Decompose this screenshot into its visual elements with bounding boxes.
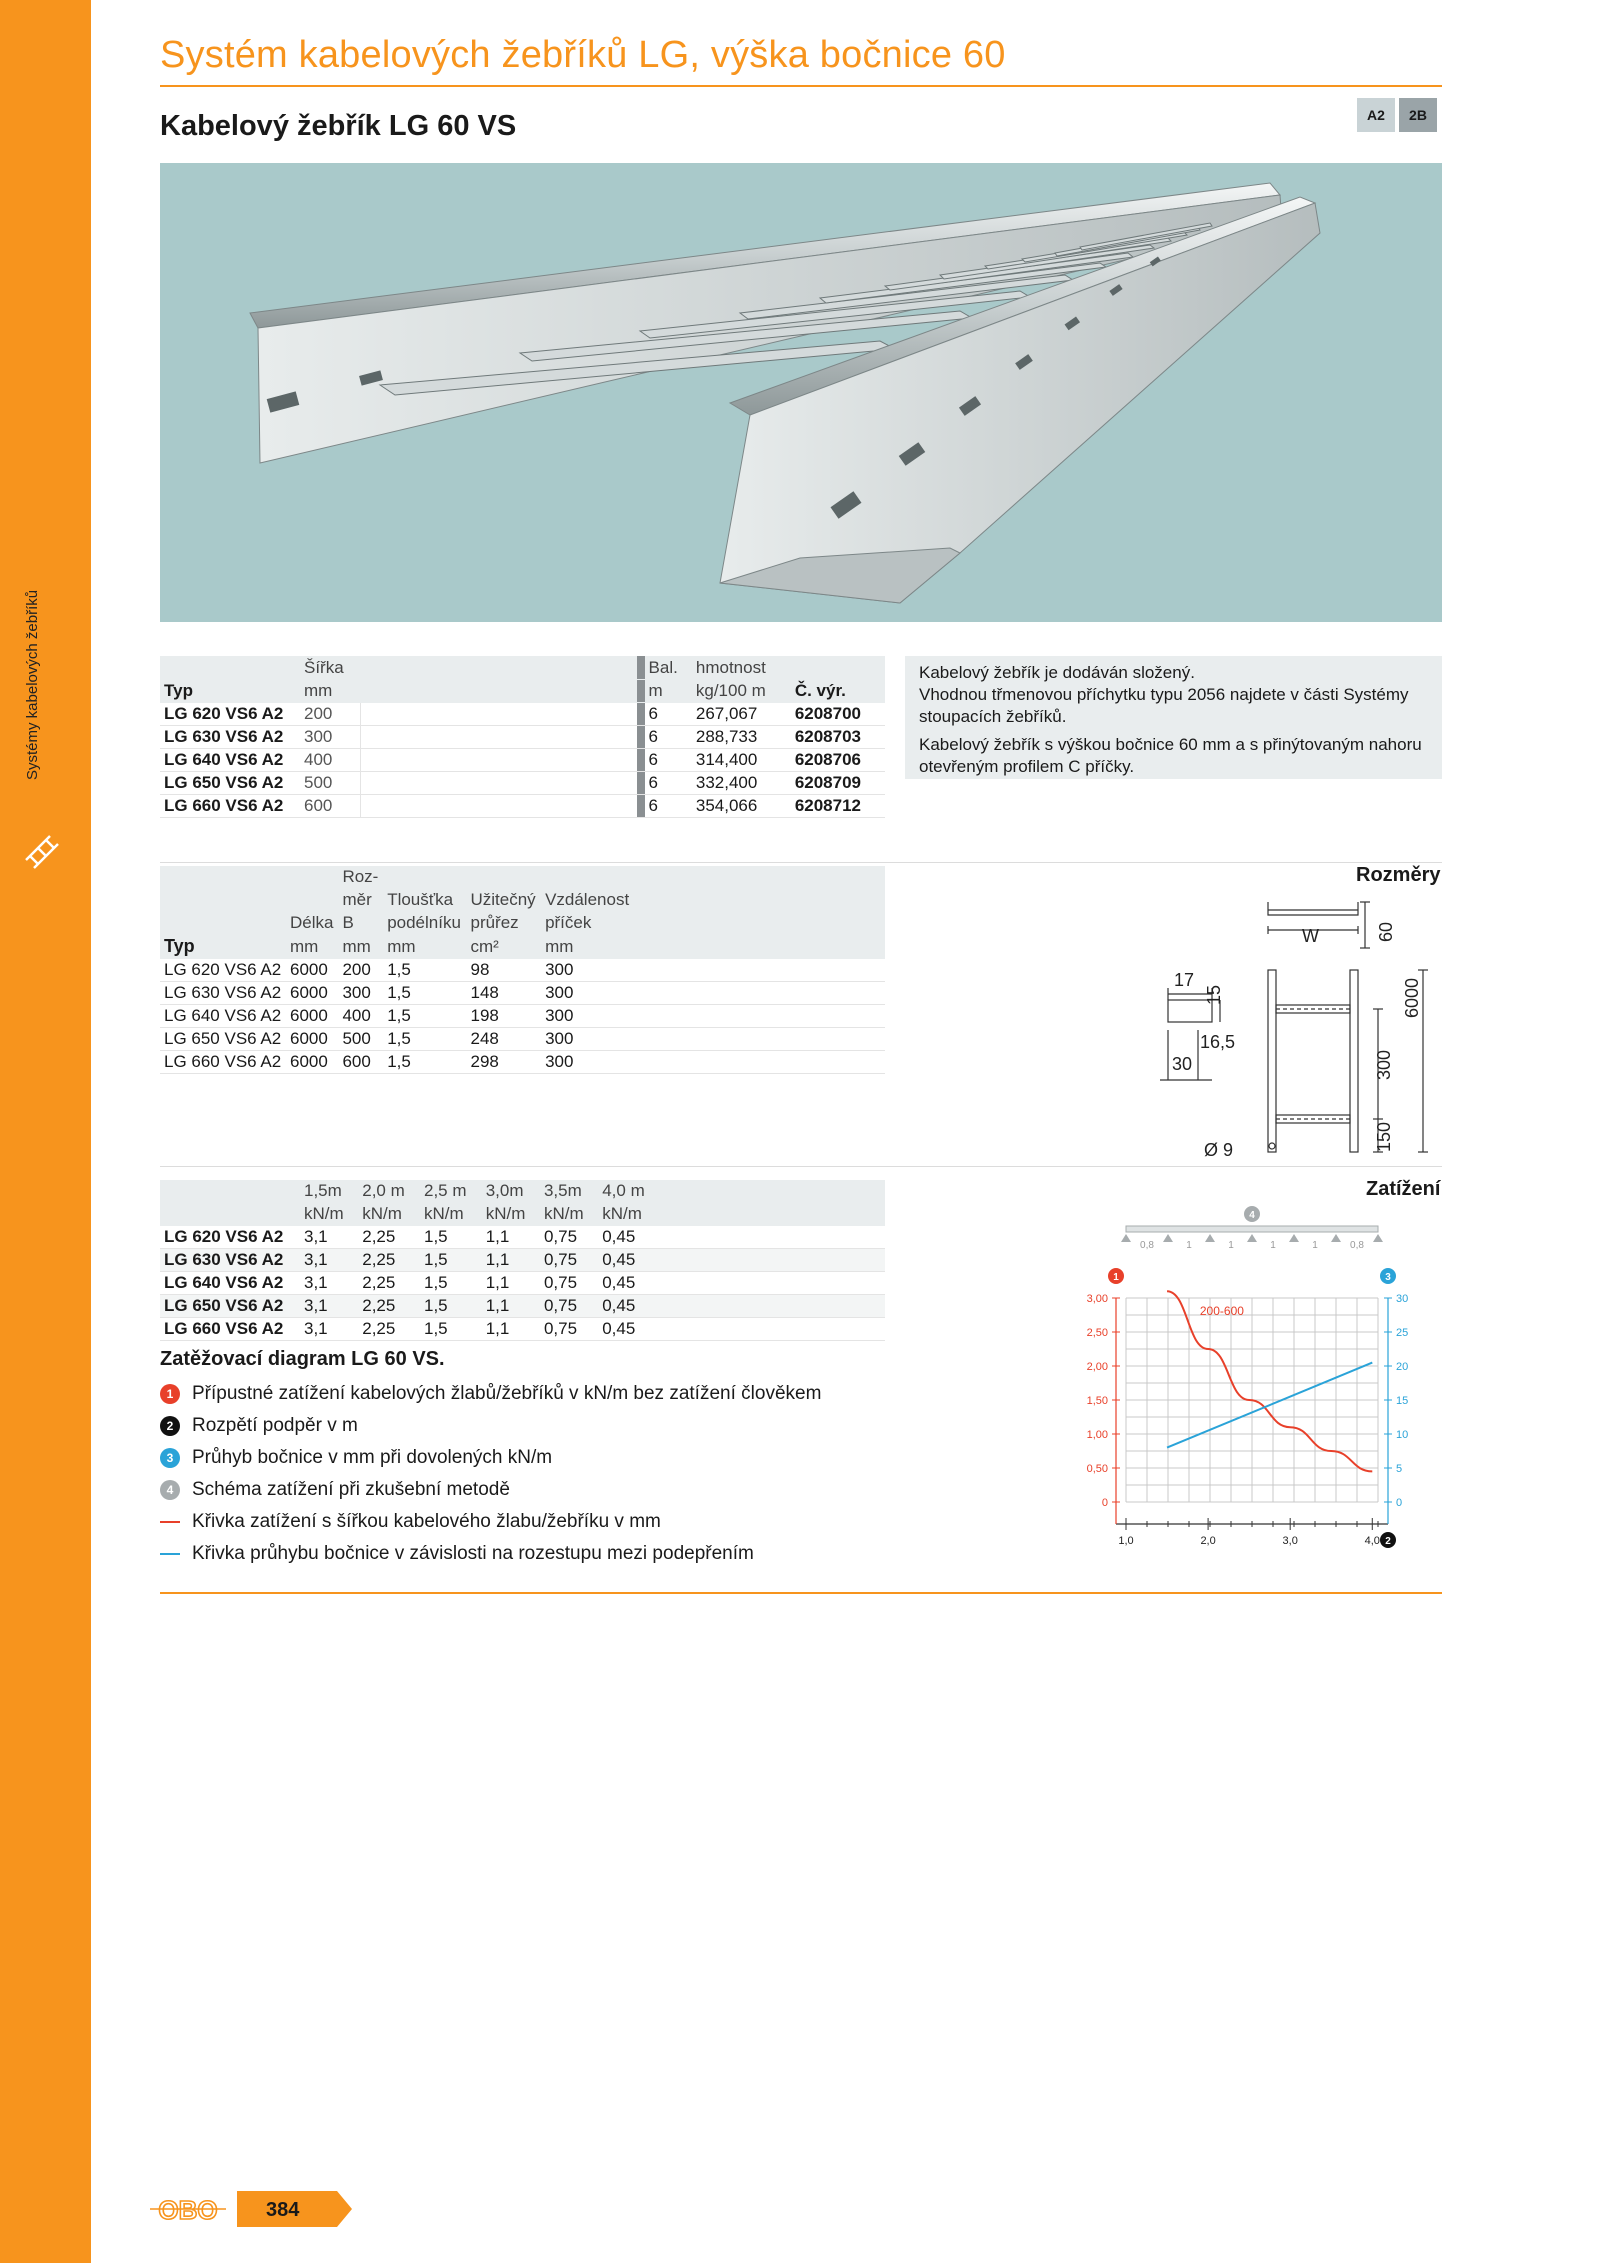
y-right-tick-label: 30 bbox=[1396, 1293, 1409, 1305]
x-tick-label: 2,0 bbox=[1200, 1535, 1216, 1547]
x-tick-label: 4,0 bbox=[1364, 1535, 1380, 1547]
blue-line-icon bbox=[160, 1553, 180, 1555]
dim-17: 17 bbox=[1174, 970, 1195, 990]
cell-bal: 6 bbox=[645, 748, 692, 771]
cell-load: 0,45 bbox=[598, 1226, 660, 1249]
marker-3-icon-label: 3 bbox=[1385, 1272, 1391, 1283]
side-band bbox=[0, 0, 91, 2263]
cell-load: 0,75 bbox=[540, 1249, 598, 1272]
table-header-row-2 bbox=[160, 679, 885, 702]
cell-typ: LG 660 VS6 A2 bbox=[160, 1318, 300, 1341]
col-span: 2,5 m bbox=[420, 1180, 482, 1203]
cell-typ: LG 650 VS6 A2 bbox=[160, 1028, 286, 1051]
cell-tl: 1,5 bbox=[383, 982, 466, 1005]
support-marker bbox=[1247, 1234, 1257, 1242]
cell-typ: LG 630 VS6 A2 bbox=[160, 1249, 300, 1272]
legend-item bbox=[160, 1378, 821, 1410]
col-rozmer-2: měr bbox=[338, 889, 383, 912]
table-row bbox=[160, 982, 885, 1005]
info-p1: Kabelový žebřík je dodáván složený. bbox=[919, 663, 1195, 682]
cell-load: 3,1 bbox=[300, 1295, 358, 1318]
cell-b: 200 bbox=[338, 959, 383, 982]
title-rule bbox=[160, 85, 1442, 87]
info-p3: Kabelový žebřík s výškou bočnice 60 mm a s přinýtovaným nahoru otevřeným profilem C příčky. bbox=[919, 735, 1422, 776]
table-row bbox=[160, 959, 885, 982]
cell-hmotnost: 288,733 bbox=[692, 725, 791, 748]
scheme-label: 1 bbox=[1312, 1240, 1318, 1251]
table-row bbox=[160, 1005, 885, 1028]
cell-b: 500 bbox=[338, 1028, 383, 1051]
dimension-table bbox=[160, 866, 885, 1074]
y-right-tick-label: 25 bbox=[1396, 1327, 1409, 1339]
cell-load: 1,1 bbox=[482, 1272, 540, 1295]
legend-text: Rozpětí podpěr v m bbox=[192, 1415, 358, 1436]
cell-load: 0,45 bbox=[598, 1272, 660, 1295]
cell-sirka: 300 bbox=[300, 725, 361, 748]
col-uzitecny-2: průřez bbox=[466, 912, 541, 935]
page-title: Systém kabelových žebříků LG, výška bočnice 60 bbox=[160, 34, 1006, 76]
cell-pr: 198 bbox=[466, 1005, 541, 1028]
scheme-label: 1 bbox=[1186, 1240, 1192, 1251]
table-header-row-1 bbox=[160, 1180, 885, 1203]
cell-vyr: 6208709 bbox=[791, 771, 885, 794]
cell-pr: 98 bbox=[466, 959, 541, 982]
y-right-tick-label: 15 bbox=[1396, 1395, 1409, 1407]
cell-delka: 6000 bbox=[286, 1005, 338, 1028]
y-left-tick-label: 0 bbox=[1101, 1497, 1108, 1509]
cell-typ: LG 660 VS6 A2 bbox=[160, 794, 300, 817]
y-left-tick-label: 0,50 bbox=[1086, 1463, 1108, 1475]
cell-pr: 248 bbox=[466, 1028, 541, 1051]
section-divider bbox=[160, 862, 1442, 863]
col-sirka-unit: mm bbox=[300, 679, 361, 702]
diagram-title: Zatěžovací diagram LG 60 VS. bbox=[160, 1348, 445, 1370]
cell-hmotnost: 332,400 bbox=[692, 771, 791, 794]
cell-load: 2,25 bbox=[358, 1295, 420, 1318]
product-table bbox=[160, 656, 885, 818]
legend-text: Přípustné zatížení kabelových žlabů/žebříků v kN/m bez zatížení člověkem bbox=[192, 1383, 822, 1404]
y-left-tick-label: 3,00 bbox=[1086, 1293, 1108, 1305]
dim-30: 30 bbox=[1172, 1054, 1193, 1074]
info-box bbox=[905, 656, 1442, 779]
cell-load: 2,25 bbox=[358, 1226, 420, 1249]
cell-delka: 6000 bbox=[286, 982, 338, 1005]
marker-2-icon: 2 bbox=[160, 1416, 180, 1436]
col-span: 2,0 m bbox=[358, 1180, 420, 1203]
cell-load: 3,1 bbox=[300, 1249, 358, 1272]
support-marker bbox=[1205, 1234, 1215, 1242]
cell-typ: LG 620 VS6 A2 bbox=[160, 702, 300, 725]
y-left-tick-label: 1,50 bbox=[1086, 1395, 1108, 1407]
cell-load: 0,75 bbox=[540, 1272, 598, 1295]
cell-typ: LG 660 VS6 A2 bbox=[160, 1051, 286, 1074]
cell-typ: LG 630 VS6 A2 bbox=[160, 982, 286, 1005]
table-row bbox=[160, 794, 885, 817]
cell-delka: 6000 bbox=[286, 959, 338, 982]
y-left-tick-label: 1,00 bbox=[1086, 1429, 1108, 1441]
cell-typ: LG 630 VS6 A2 bbox=[160, 725, 300, 748]
cell-vyr: 6208712 bbox=[791, 794, 885, 817]
marker-1-icon-label: 1 bbox=[1113, 1272, 1119, 1283]
sidebar-label: Systémy kabelových žebříků bbox=[24, 589, 41, 780]
col-rozmer-b: B bbox=[338, 912, 383, 935]
col-sirka: Šířka bbox=[300, 656, 361, 679]
cell-typ: LG 620 VS6 A2 bbox=[160, 959, 286, 982]
table-row bbox=[160, 1318, 885, 1341]
cell-load: 3,1 bbox=[300, 1226, 358, 1249]
dim-60: 60 bbox=[1376, 921, 1396, 942]
series-label: 200-600 bbox=[1199, 1304, 1244, 1318]
col-span: 3,5m bbox=[540, 1180, 598, 1203]
cell-b: 300 bbox=[338, 982, 383, 1005]
cell-load: 1,1 bbox=[482, 1226, 540, 1249]
cell-vyr: 6208700 bbox=[791, 702, 885, 725]
dim-150: 150 bbox=[1374, 1121, 1394, 1152]
cell-delka: 6000 bbox=[286, 1028, 338, 1051]
col-rozmer: Roz- bbox=[338, 866, 383, 889]
table-row bbox=[160, 1226, 885, 1249]
legend-text: Křivka průhybu bočnice v závislosti na rozestupu mezi podepřením bbox=[192, 1543, 754, 1564]
load-beam bbox=[1126, 1226, 1378, 1232]
series-line bbox=[1167, 1363, 1372, 1448]
scheme-label: 0,8 bbox=[1350, 1240, 1364, 1251]
cell-load: 0,45 bbox=[598, 1318, 660, 1341]
col-unit: kN/m bbox=[358, 1203, 420, 1226]
legend-text: Průhyb bočnice v mm při dovolených kN/m bbox=[192, 1447, 553, 1468]
support-marker bbox=[1373, 1234, 1383, 1242]
marker-4-icon-label: 4 bbox=[1249, 1210, 1255, 1221]
table-row bbox=[160, 725, 885, 748]
table-row bbox=[160, 1272, 885, 1295]
cell-tl: 1,5 bbox=[383, 1005, 466, 1028]
y-left-tick-label: 2,00 bbox=[1086, 1361, 1108, 1373]
cell-load: 1,1 bbox=[482, 1318, 540, 1341]
cell-load: 0,75 bbox=[540, 1295, 598, 1318]
cell-tl: 1,5 bbox=[383, 959, 466, 982]
cell-load: 2,25 bbox=[358, 1318, 420, 1341]
table-row bbox=[160, 702, 885, 725]
dim-15: 15 bbox=[1204, 984, 1224, 1005]
cell-vz: 300 bbox=[541, 959, 635, 982]
marker-3-icon: 3 bbox=[160, 1448, 180, 1468]
col-vyr: Č. výr. bbox=[791, 679, 885, 702]
cell-typ: LG 650 VS6 A2 bbox=[160, 771, 300, 794]
col-unit: kN/m bbox=[540, 1203, 598, 1226]
y-right-tick-label: 5 bbox=[1396, 1463, 1403, 1475]
cell-load: 1,1 bbox=[482, 1295, 540, 1318]
legend-item bbox=[160, 1474, 821, 1506]
cell-bal: 6 bbox=[645, 794, 692, 817]
scheme-label: 1 bbox=[1270, 1240, 1276, 1251]
cell-vz: 300 bbox=[541, 982, 635, 1005]
bottom-rule bbox=[160, 1592, 1442, 1594]
info-p2: Vhodnou třmenovou příchytku typu 2056 najdete v části Systémy stoupacích žebříků. bbox=[919, 685, 1409, 726]
table-header-row-2 bbox=[160, 1203, 885, 1226]
cell-load: 1,5 bbox=[420, 1226, 482, 1249]
col-vzdalenost-2: příček bbox=[541, 912, 635, 935]
legend-text: Schéma zatížení při zkušební metodě bbox=[192, 1479, 510, 1500]
section-divider bbox=[160, 1166, 1442, 1167]
col-tloustka: Tloušťka bbox=[383, 889, 466, 912]
col-tloustka-unit: mm bbox=[383, 935, 466, 959]
col-uzitecny-unit: cm² bbox=[466, 935, 541, 959]
cell-bal: 6 bbox=[645, 702, 692, 725]
cell-tl: 1,5 bbox=[383, 1051, 466, 1074]
dim-w: W bbox=[1302, 926, 1319, 946]
dimension-drawing bbox=[1140, 890, 1442, 1165]
table-header-row-2 bbox=[160, 889, 885, 912]
dim-300: 300 bbox=[1374, 1049, 1394, 1080]
cell-load: 3,1 bbox=[300, 1272, 358, 1295]
legend bbox=[160, 1378, 821, 1570]
col-delka: Délka bbox=[286, 912, 338, 935]
red-line-icon bbox=[160, 1521, 180, 1523]
cell-load: 1,5 bbox=[420, 1272, 482, 1295]
col-rozmer-unit: mm bbox=[338, 935, 383, 959]
col-span: 3,0m bbox=[482, 1180, 540, 1203]
support-marker bbox=[1289, 1234, 1299, 1242]
scheme-label: 0,8 bbox=[1140, 1240, 1154, 1251]
support-marker bbox=[1331, 1234, 1341, 1242]
col-span: 4,0 m bbox=[598, 1180, 660, 1203]
col-unit: kN/m bbox=[420, 1203, 482, 1226]
col-typ: Typ bbox=[160, 679, 300, 702]
series-line bbox=[1167, 1291, 1372, 1471]
cell-hmotnost: 314,400 bbox=[692, 748, 791, 771]
cell-pr: 148 bbox=[466, 982, 541, 1005]
y-left-tick-label: 2,50 bbox=[1086, 1327, 1108, 1339]
table-header-row-3 bbox=[160, 912, 885, 935]
cell-load: 0,75 bbox=[540, 1318, 598, 1341]
obo-logo bbox=[148, 2195, 228, 2223]
col-vzdalenost-unit: mm bbox=[541, 935, 635, 959]
legend-item bbox=[160, 1442, 821, 1474]
col-vzdalenost: Vzdálenost bbox=[541, 889, 635, 912]
dim-16-5: 16,5 bbox=[1200, 1032, 1236, 1052]
col-unit: kN/m bbox=[482, 1203, 540, 1226]
table-header-row-1 bbox=[160, 656, 885, 679]
col-typ: Typ bbox=[160, 935, 286, 959]
logo-text: OBO bbox=[158, 2195, 218, 2223]
cell-load: 2,25 bbox=[358, 1249, 420, 1272]
cell-load: 1,5 bbox=[420, 1249, 482, 1272]
cell-typ: LG 620 VS6 A2 bbox=[160, 1226, 300, 1249]
cable-ladder-illustration bbox=[160, 163, 1442, 622]
cell-hmotnost: 354,066 bbox=[692, 794, 791, 817]
table-row bbox=[160, 1051, 885, 1074]
legend-item bbox=[160, 1506, 821, 1538]
cell-delka: 6000 bbox=[286, 1051, 338, 1074]
cell-sirka: 600 bbox=[300, 794, 361, 817]
y-right-tick-label: 20 bbox=[1396, 1361, 1409, 1373]
table-row bbox=[160, 1249, 885, 1272]
cell-sirka: 200 bbox=[300, 702, 361, 725]
table-header-row-4 bbox=[160, 935, 885, 959]
marker-4-icon: 4 bbox=[160, 1480, 180, 1500]
cell-pr: 298 bbox=[466, 1051, 541, 1074]
table-row bbox=[160, 748, 885, 771]
cell-vz: 300 bbox=[541, 1051, 635, 1074]
ladder-icon bbox=[20, 830, 64, 874]
page-number: 384 bbox=[266, 2199, 300, 2221]
cell-bal: 6 bbox=[645, 771, 692, 794]
cell-load: 1,5 bbox=[420, 1318, 482, 1341]
badge-a2: A2 bbox=[1357, 98, 1395, 132]
cell-vz: 300 bbox=[541, 1028, 635, 1051]
legend-text: Křivka zatížení s šířkou kabelového žlabu/žebříku v mm bbox=[192, 1511, 661, 1532]
legend-item bbox=[160, 1538, 821, 1570]
col-hmotnost: hmotnost bbox=[692, 656, 791, 679]
table-row bbox=[160, 1028, 885, 1051]
table-row bbox=[160, 771, 885, 794]
dim-6000: 6000 bbox=[1402, 977, 1422, 1018]
cell-sirka: 400 bbox=[300, 748, 361, 771]
product-photo bbox=[160, 163, 1442, 622]
col-hmotnost-unit: kg/100 m bbox=[692, 679, 791, 702]
marker-1-icon: 1 bbox=[160, 1384, 180, 1404]
rozmery-label: Rozměry bbox=[1356, 864, 1441, 886]
support-marker bbox=[1163, 1234, 1173, 1242]
load-table bbox=[160, 1180, 885, 1341]
cell-typ: LG 640 VS6 A2 bbox=[160, 1005, 286, 1028]
cell-load: 1,5 bbox=[420, 1295, 482, 1318]
cell-vz: 300 bbox=[541, 1005, 635, 1028]
y-right-tick-label: 10 bbox=[1396, 1429, 1409, 1441]
cell-vyr: 6208703 bbox=[791, 725, 885, 748]
cell-load: 1,1 bbox=[482, 1249, 540, 1272]
cell-bal: 6 bbox=[645, 725, 692, 748]
col-bal-unit: m bbox=[645, 679, 692, 702]
col-delka-unit: mm bbox=[286, 935, 338, 959]
cell-hmotnost: 267,067 bbox=[692, 702, 791, 725]
cell-load: 0,45 bbox=[598, 1295, 660, 1318]
table-header-row-1 bbox=[160, 866, 885, 889]
load-chart bbox=[1050, 1206, 1442, 1550]
product-title: Kabelový žebřík LG 60 VS bbox=[160, 110, 517, 142]
cell-tl: 1,5 bbox=[383, 1028, 466, 1051]
cell-load: 0,45 bbox=[598, 1249, 660, 1272]
cell-load: 3,1 bbox=[300, 1318, 358, 1341]
marker-2-icon-label: 2 bbox=[1385, 1536, 1391, 1547]
scheme-label: 1 bbox=[1228, 1240, 1234, 1251]
cell-typ: LG 640 VS6 A2 bbox=[160, 1272, 300, 1295]
col-bal: Bal. bbox=[645, 656, 692, 679]
col-span: 1,5m bbox=[300, 1180, 358, 1203]
col-tloustka-2: podélníku bbox=[383, 912, 466, 935]
cell-typ: LG 640 VS6 A2 bbox=[160, 748, 300, 771]
dim-hole: Ø 9 bbox=[1204, 1140, 1234, 1160]
x-tick-label: 3,0 bbox=[1282, 1535, 1298, 1547]
cell-load: 2,25 bbox=[358, 1272, 420, 1295]
y-right-tick-label: 0 bbox=[1396, 1497, 1403, 1509]
cell-b: 600 bbox=[338, 1051, 383, 1074]
cell-b: 400 bbox=[338, 1005, 383, 1028]
legend-item bbox=[160, 1410, 821, 1442]
cell-vyr: 6208706 bbox=[791, 748, 885, 771]
cell-load: 0,75 bbox=[540, 1226, 598, 1249]
col-unit: kN/m bbox=[598, 1203, 660, 1226]
cell-sirka: 500 bbox=[300, 771, 361, 794]
x-tick-label: 1,0 bbox=[1118, 1535, 1134, 1547]
table-row bbox=[160, 1295, 885, 1318]
badge-2b: 2B bbox=[1399, 98, 1437, 132]
col-unit: kN/m bbox=[300, 1203, 358, 1226]
col-uzitecny: Užitečný bbox=[466, 889, 541, 912]
cell-typ: LG 650 VS6 A2 bbox=[160, 1295, 300, 1318]
zatizeni-label: Zatížení bbox=[1366, 1178, 1441, 1200]
support-marker bbox=[1121, 1234, 1131, 1242]
